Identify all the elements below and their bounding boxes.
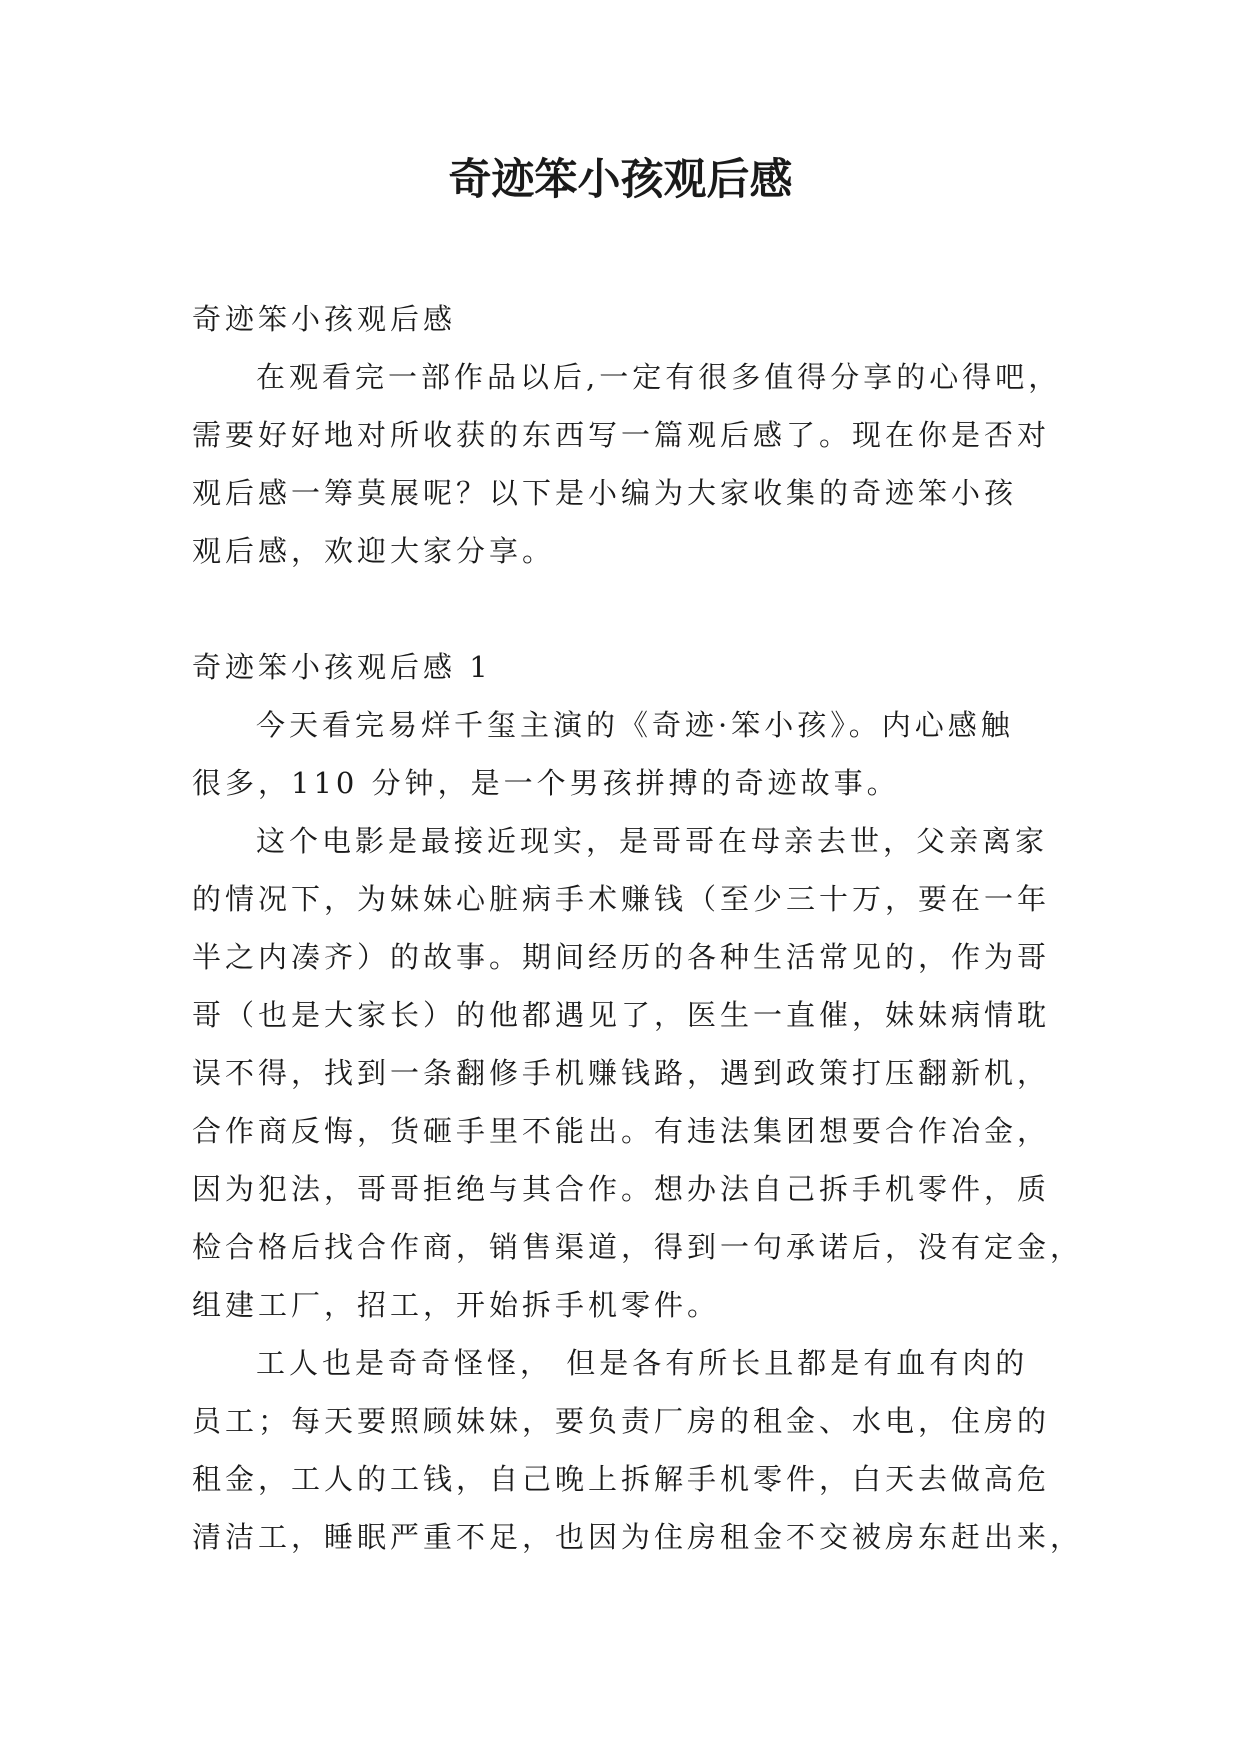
text-line: 奇迹笨小孩观后感 <box>192 302 457 336</box>
document-title: 奇迹笨小孩观后感 <box>448 155 793 205</box>
text-line: 检合格后找合作商，销售渠道，得到一句承诺后，没有定金， <box>192 1230 1084 1264</box>
text-line: 清洁工，睡眠严重不足，也因为住房租金不交被房东赶出来， <box>192 1520 1084 1554</box>
text-line: 因为犯法，哥哥拒绝与其合作。想办法自己拆手机零件，质 <box>192 1172 1051 1206</box>
text-line: 在观看完一部作品以后,一定有很多值得分享的心得吧， <box>256 360 1062 394</box>
text-line: 员工；每天要照顾妹妹，要负责厂房的租金、水电，住房的 <box>192 1404 1051 1438</box>
text-line: 哥（也是大家长）的他都遇见了，医生一直催，妹妹病情耽 <box>192 998 1051 1032</box>
text-line: 需要好好地对所收获的东西写一篇观后感了。现在你是否对 <box>192 418 1051 452</box>
text-line: 半之内凑齐）的故事。期间经历的各种生活常见的，作为哥 <box>192 940 1051 974</box>
text-line: 合作商反悔，货砸手里不能出。有违法集团想要合作冶金， <box>192 1114 1051 1148</box>
text-line: 很多，110 分钟，是一个男孩拼搏的奇迹故事。 <box>192 766 900 800</box>
text-line: 工人也是奇奇怪怪， 但是各有所长且都是有血有肉的 <box>256 1346 1029 1380</box>
document-body <box>192 290 1084 1566</box>
text-line: 的情况下，为妹妹心脏病手术赚钱（至少三十万，要在一年 <box>192 882 1051 916</box>
text-line: 奇迹笨小孩观后感 1 <box>192 650 492 684</box>
text-line: 观后感，欢迎大家分享。 <box>192 534 556 568</box>
paragraph-gap <box>192 580 1052 638</box>
text-line: 这个电影是最接近现实，是哥哥在母亲去世，父亲离家 <box>256 824 1049 858</box>
text-line: 租金，工人的工钱，自己晚上拆解手机零件，白天去做高危 <box>192 1462 1051 1496</box>
text-line: 误不得，找到一条翻修手机赚钱路，遇到政策打压翻新机， <box>192 1056 1051 1090</box>
text-line: 观后感一筹莫展呢？以下是小编为大家收集的奇迹笨小孩 <box>192 476 1018 510</box>
text-line: 组建工厂，招工，开始拆手机零件。 <box>192 1288 721 1322</box>
text-line: 今天看完易烊千玺主演的《奇迹·笨小孩》。内心感触 <box>256 708 1014 742</box>
